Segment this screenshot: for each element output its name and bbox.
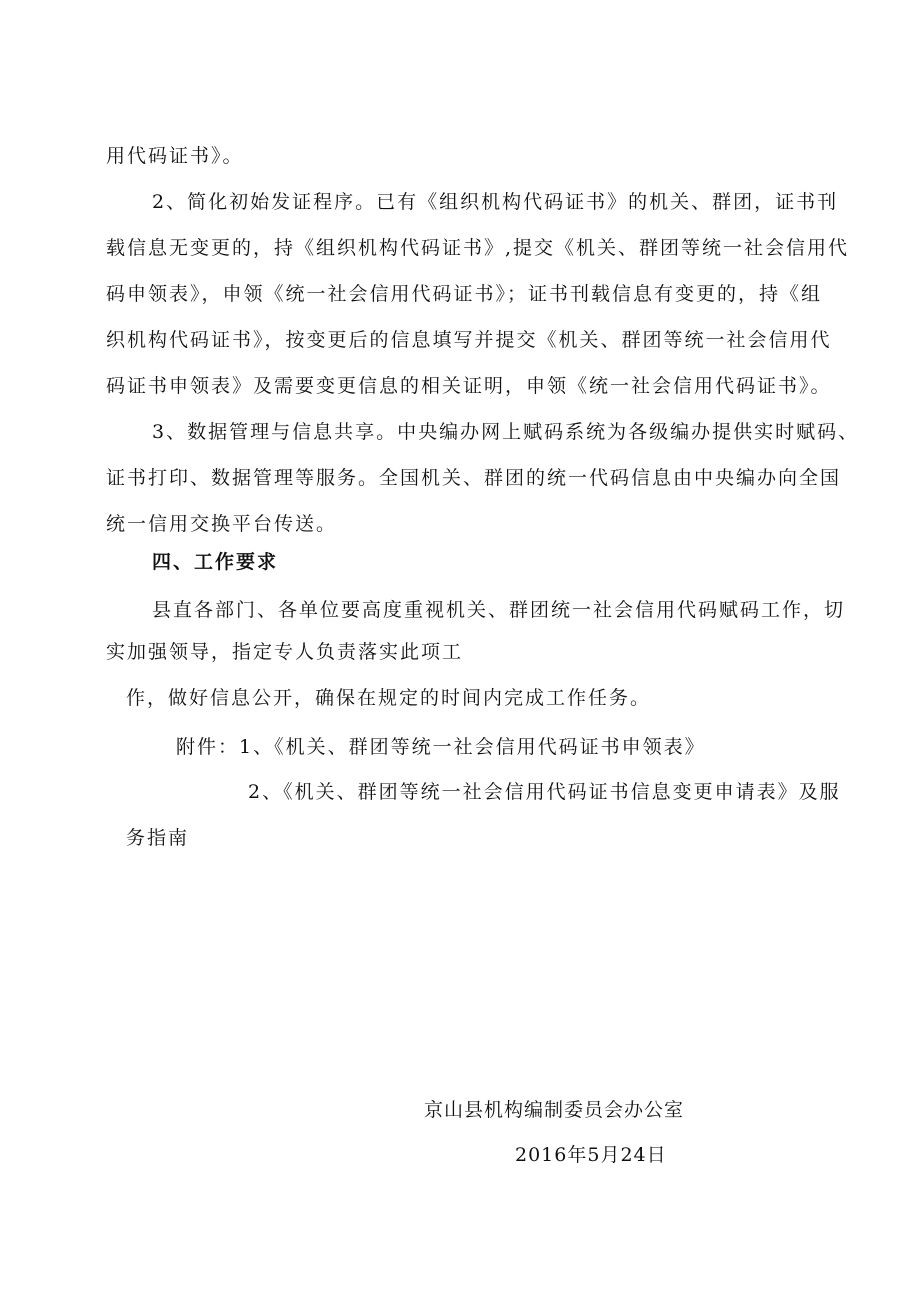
paragraph-line-5: 织机构代码证书》，按变更后的信息填写并提交《机关、群团等统一社会信用代	[106, 329, 832, 351]
signature-org: 京山县机构编制委员会办公室	[424, 1099, 685, 1121]
paragraph-line-4: 码申领表》，申领《统一社会信用代码证书》；证书刊载信息有变更的，持《组	[106, 283, 823, 305]
signature-date: 2016年5月24日	[515, 1144, 667, 1166]
attachment-line-1: 附件：1、《机关、群团等统一社会信用代码证书申领表》	[176, 736, 706, 758]
paragraph-line-7: 3、数据管理与信息共享。中央编办网上赋码系统为各级编办提供实时赋码、	[152, 421, 860, 443]
paragraph-line-12: 作，做好信息公开，确保在规定的时间内完成工作任务。	[126, 687, 652, 709]
paragraph-line-1: 用代码证书》。	[106, 145, 244, 167]
paragraph-line-3: 载信息无变更的，持《组织机构代码证书》,提交《机关、群团等统一社会信用代	[106, 237, 850, 259]
paragraph-line-9: 统一信用交换平台传送。	[106, 513, 338, 535]
paragraph-line-6: 码证书申领表》及需要变更信息的相关证明，申领《统一社会信用代码证书》。	[106, 375, 832, 397]
attachment-line-2-cont: 务指南	[126, 827, 190, 849]
paragraph-line-10: 县直各部门、各单位要高度重视机关、群团统一社会信用代码赋码工作，切	[152, 599, 846, 621]
paragraph-line-2: 2、简化初始发证程序。已有《组织机构代码证书》的机关、群团，证书刊	[152, 191, 839, 213]
section-heading: 四、工作要求	[152, 551, 279, 573]
paragraph-line-8: 证书打印、数据管理等服务。全国机关、群团的统一代码信息由中央编办向全国	[106, 467, 842, 489]
paragraph-line-11: 实加强领导，指定专人负责落实此项工	[106, 641, 464, 663]
attachment-line-2: 2、《机关、群团等统一社会信用代码证书信息变更申请表》及服	[248, 781, 841, 803]
